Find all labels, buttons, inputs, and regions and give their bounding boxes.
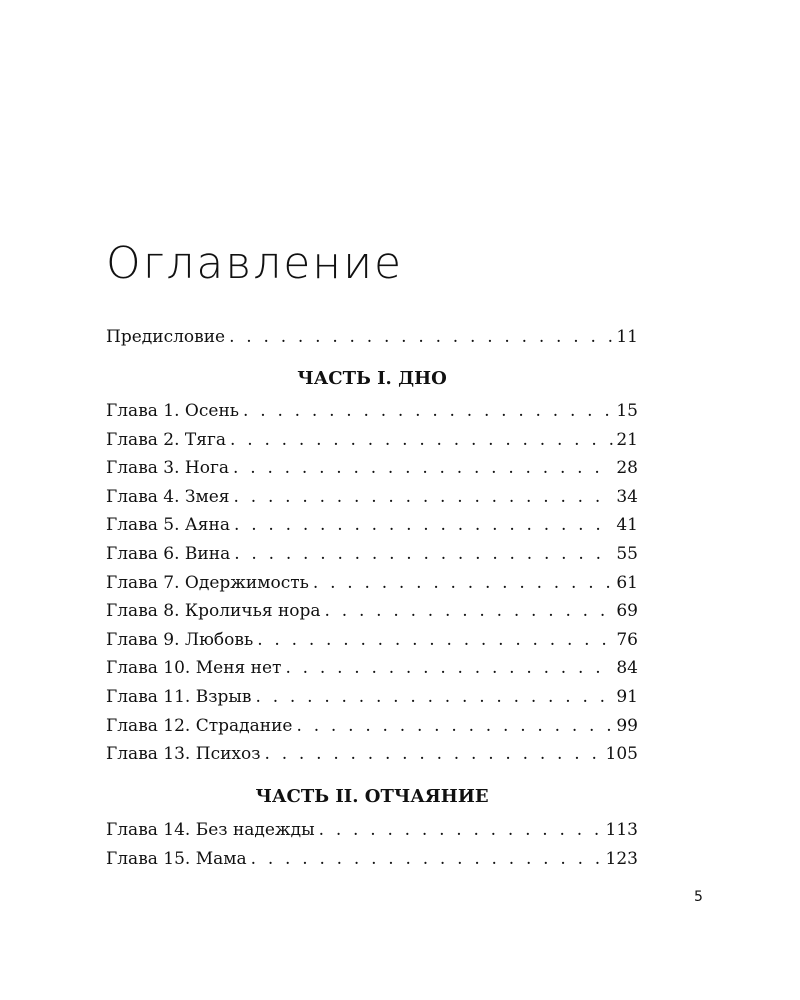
toc-entry[interactable] bbox=[106, 511, 638, 540]
dot-leader bbox=[251, 845, 603, 874]
toc-entry-title: Глава 14. Без надежды bbox=[106, 820, 315, 840]
dot-leader bbox=[256, 683, 614, 712]
toc-entry-title: Глава 15. Мама bbox=[106, 848, 247, 869]
toc-entry[interactable] bbox=[106, 569, 638, 598]
dot-leader bbox=[257, 626, 613, 655]
toc-entry-page: 84 bbox=[616, 658, 638, 679]
toc-entry-page: 11 bbox=[616, 327, 638, 347]
toc-entry[interactable] bbox=[106, 740, 638, 769]
toc-entry-title: Глава 3. Нога bbox=[106, 458, 230, 479]
toc-entry-preface[interactable] bbox=[106, 323, 638, 352]
toc-entry[interactable] bbox=[106, 626, 638, 655]
toc-entry-page: 69 bbox=[616, 601, 638, 622]
toc-entry-page: 123 bbox=[605, 848, 638, 869]
toc-entry-title: Глава 12. Страдание bbox=[106, 715, 293, 736]
toc-entry-title: Глава 5. Аяна bbox=[106, 515, 230, 536]
toc-entry-page: 76 bbox=[616, 629, 638, 650]
dot-leader bbox=[319, 816, 603, 845]
toc-entry-title: Глава 13. Психоз bbox=[106, 744, 261, 765]
toc-entry[interactable] bbox=[106, 454, 638, 483]
toc-entry-title: Предисловие bbox=[106, 327, 226, 347]
toc-entry[interactable] bbox=[106, 712, 638, 741]
part-heading-2: ЧАСТЬ II. ОТЧАЯНИЕ bbox=[255, 786, 489, 807]
toc-preface bbox=[106, 323, 638, 352]
dot-leader bbox=[325, 597, 614, 626]
toc-entry[interactable] bbox=[106, 397, 638, 426]
page-number: 5 bbox=[694, 889, 703, 905]
toc-entry-page: 99 bbox=[616, 715, 638, 736]
toc-entry[interactable] bbox=[106, 483, 638, 512]
toc-entry-page: 15 bbox=[616, 401, 638, 421]
toc-entry-title: Глава 9. Любовь bbox=[106, 629, 254, 650]
toc-entry[interactable] bbox=[106, 816, 638, 845]
toc-entry-page: 105 bbox=[605, 744, 638, 765]
toc-entry-page: 113 bbox=[605, 820, 638, 840]
dot-leader bbox=[285, 654, 613, 683]
toc-entry[interactable] bbox=[106, 654, 638, 683]
dot-leader bbox=[297, 712, 614, 741]
dot-leader bbox=[234, 483, 614, 512]
dot-leader bbox=[313, 569, 613, 598]
toc-entry-page: 28 bbox=[616, 458, 638, 479]
toc-part-1-list bbox=[106, 397, 638, 769]
toc-entry-page: 55 bbox=[616, 543, 638, 564]
toc-entry[interactable] bbox=[106, 540, 638, 569]
toc-entry[interactable] bbox=[106, 683, 638, 712]
toc-entry-title: Глава 2. Тяга bbox=[106, 429, 227, 450]
toc-entry-page: 41 bbox=[616, 515, 638, 536]
toc-entry-title: Глава 1. Осень bbox=[106, 401, 240, 421]
dot-leader bbox=[234, 540, 613, 569]
toc-entry-title: Глава 8. Кроличья нора bbox=[106, 601, 321, 622]
toc-entry[interactable] bbox=[106, 597, 638, 626]
toc-entry-title: Глава 6. Вина bbox=[106, 543, 231, 564]
dot-leader bbox=[230, 426, 613, 455]
toc-entry-title: Глава 10. Меня нет bbox=[106, 658, 282, 679]
dot-leader bbox=[243, 397, 613, 426]
toc-entry-page: 34 bbox=[616, 486, 638, 507]
part-heading-1: ЧАСТЬ I. ДНО bbox=[297, 368, 447, 389]
dot-leader bbox=[233, 454, 613, 483]
dot-leader bbox=[265, 740, 603, 769]
toc-entry-page: 61 bbox=[616, 572, 638, 593]
toc-entry-title: Глава 11. Взрыв bbox=[106, 686, 252, 707]
toc-entry[interactable] bbox=[106, 845, 638, 874]
toc-entry-page: 21 bbox=[616, 429, 638, 450]
toc-part-2-list bbox=[106, 816, 638, 873]
toc-entry-title: Глава 4. Змея bbox=[106, 486, 230, 507]
page-title: Оглавление bbox=[106, 238, 404, 289]
dot-leader bbox=[234, 511, 613, 540]
toc-entry-page: 91 bbox=[616, 686, 638, 707]
dot-leader bbox=[229, 323, 613, 352]
toc-entry[interactable] bbox=[106, 426, 638, 455]
toc-entry-title: Глава 7. Одержимость bbox=[106, 572, 309, 593]
